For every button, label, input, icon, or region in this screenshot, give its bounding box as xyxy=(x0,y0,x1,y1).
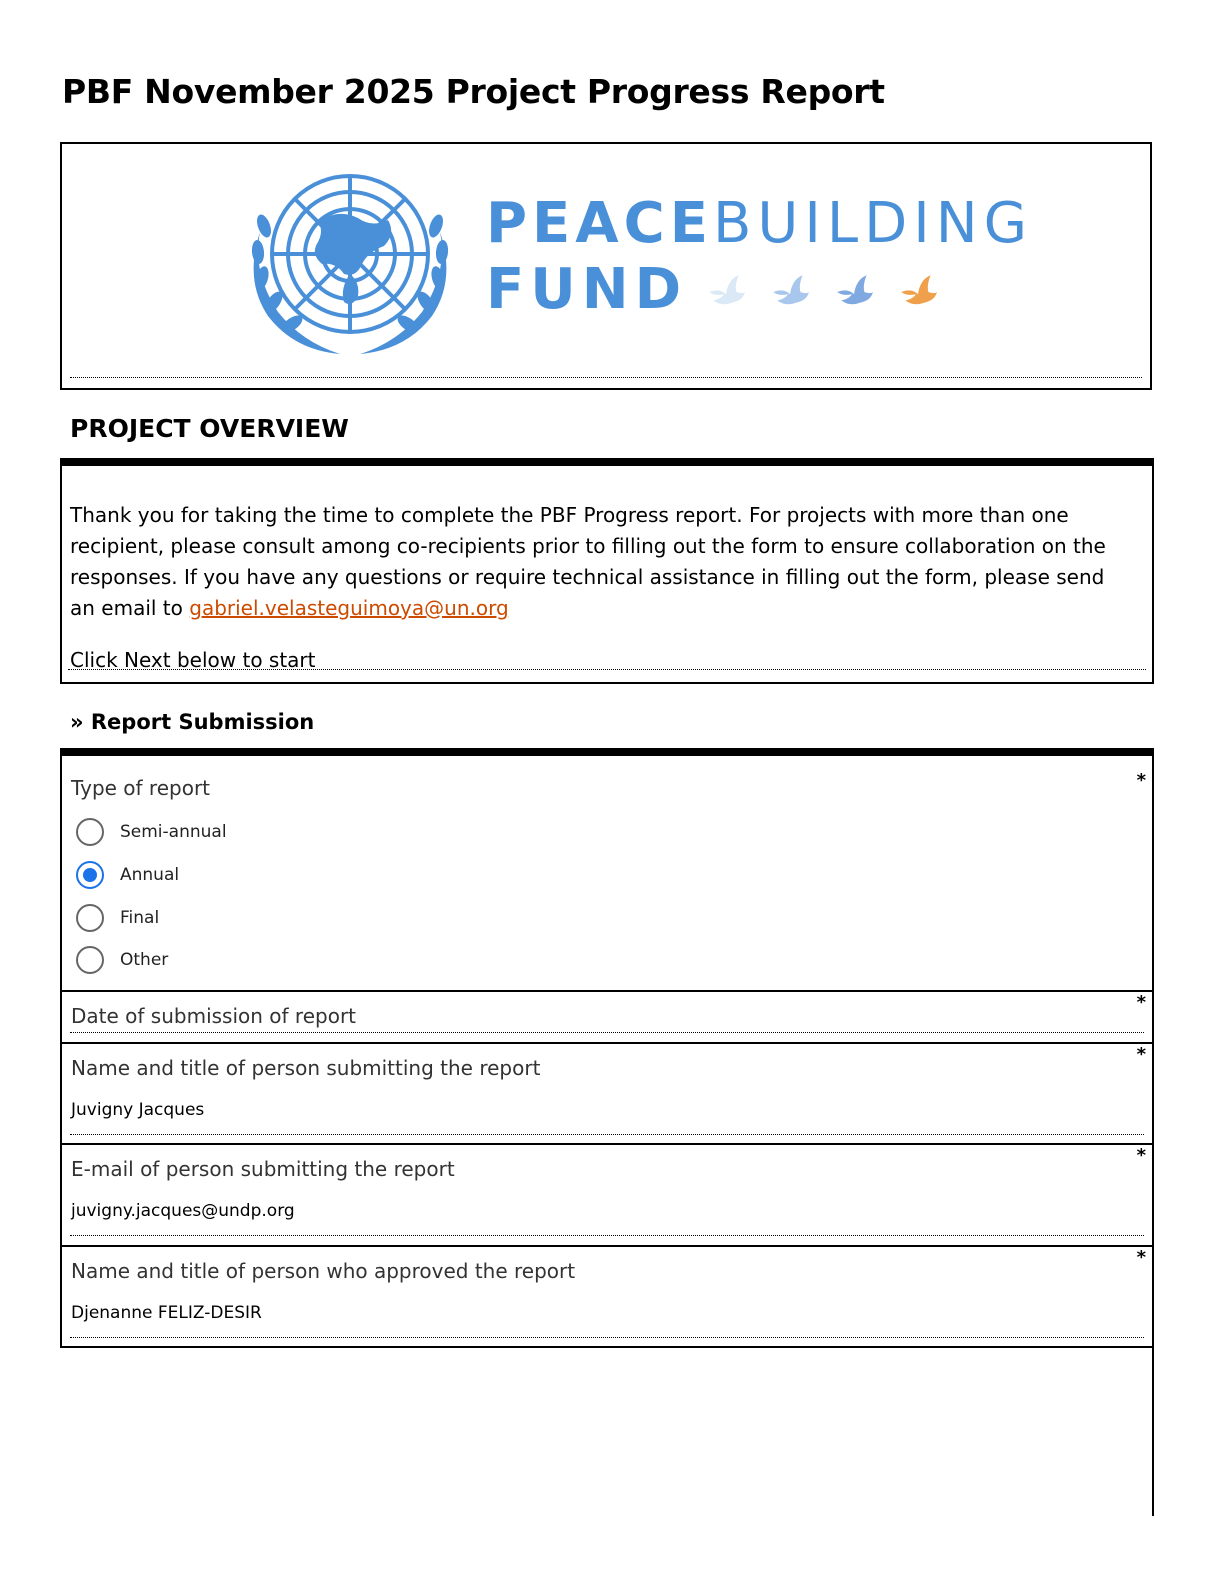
submitter-email-label: E-mail of person submitting the report xyxy=(71,1157,455,1181)
wordmark-building: BUILDING xyxy=(713,191,1034,256)
radio-option-annual[interactable] xyxy=(76,859,179,891)
type-of-report-label: Type of report xyxy=(71,776,211,800)
required-marker: * xyxy=(1136,1044,1146,1065)
field-underline xyxy=(70,1134,1144,1135)
radio-label: Final xyxy=(120,908,160,928)
overview-divider xyxy=(68,669,1146,670)
wordmark-fund: FUND xyxy=(486,257,688,322)
dove-icon xyxy=(705,269,747,311)
question-submitter-name xyxy=(62,1042,1152,1143)
report-submission-form xyxy=(60,748,1154,1348)
radio-button[interactable] xyxy=(76,904,104,932)
logo-box-divider xyxy=(70,377,1142,378)
dove-icon xyxy=(769,269,811,311)
question-type-of-report xyxy=(62,756,1152,990)
approver-name-label: Name and title of person who approved the report xyxy=(71,1259,576,1283)
radio-label: Semi-annual xyxy=(120,822,227,842)
click-next-instruction: Click Next below to start xyxy=(70,648,316,672)
question-submitter-email xyxy=(62,1143,1152,1245)
required-marker: * xyxy=(1136,770,1146,791)
page-title: PBF November 2025 Project Progress Report xyxy=(62,72,885,111)
logo-banner xyxy=(60,142,1152,390)
dove-icon xyxy=(897,269,939,311)
required-marker: * xyxy=(1136,1145,1146,1166)
radio-option-other[interactable] xyxy=(76,944,168,976)
page-border-continuation xyxy=(1152,1346,1154,1516)
overview-intro-text: Thank you for taking the time to complete the PBF Progress report. For projects with more than one recipient, please consult among co-recipients prior to filling out the form to ensure collaboration on the responses. If you have any questions or require technical assistance in filling out the form, please send an email to xyxy=(70,503,1106,620)
question-date-of-submission[interactable] xyxy=(62,990,1152,1042)
section-heading-report-submission: » Report Submission xyxy=(70,710,315,734)
overview-intro xyxy=(70,500,1110,624)
required-marker: * xyxy=(1136,1247,1146,1268)
section-heading-overview: PROJECT OVERVIEW xyxy=(70,414,349,443)
submitter-name-field[interactable]: Juvigny Jacques xyxy=(71,1100,205,1120)
wordmark-peace: PEACE xyxy=(486,191,713,256)
date-of-submission-label: Date of submission of report xyxy=(71,1004,357,1028)
question-approver-name xyxy=(62,1245,1152,1346)
radio-label: Other xyxy=(120,950,169,970)
date-of-submission-field[interactable] xyxy=(70,1032,1144,1033)
required-marker: * xyxy=(1136,992,1146,1013)
un-emblem-icon xyxy=(230,162,470,362)
dove-row xyxy=(705,269,939,311)
radio-option-semi-annual[interactable] xyxy=(76,816,227,848)
field-underline xyxy=(70,1235,1144,1236)
peacebuilding-fund-wordmark xyxy=(486,191,1046,322)
submitter-name-label: Name and title of person submitting the report xyxy=(71,1056,541,1080)
radio-button[interactable] xyxy=(76,946,104,974)
approver-name-field[interactable]: Djenanne FELIZ-DESIR xyxy=(71,1303,262,1323)
dove-icon xyxy=(833,269,875,311)
radio-button-selected[interactable] xyxy=(76,861,104,889)
submitter-email-field[interactable]: juvigny.jacques@undp.org xyxy=(71,1201,295,1221)
field-underline xyxy=(70,1337,1144,1338)
overview-panel xyxy=(60,458,1154,684)
radio-label: Annual xyxy=(120,865,180,885)
support-email-link[interactable]: gabriel.velasteguimoya@un.org xyxy=(189,596,509,620)
radio-option-final[interactable] xyxy=(76,902,159,934)
radio-button[interactable] xyxy=(76,818,104,846)
